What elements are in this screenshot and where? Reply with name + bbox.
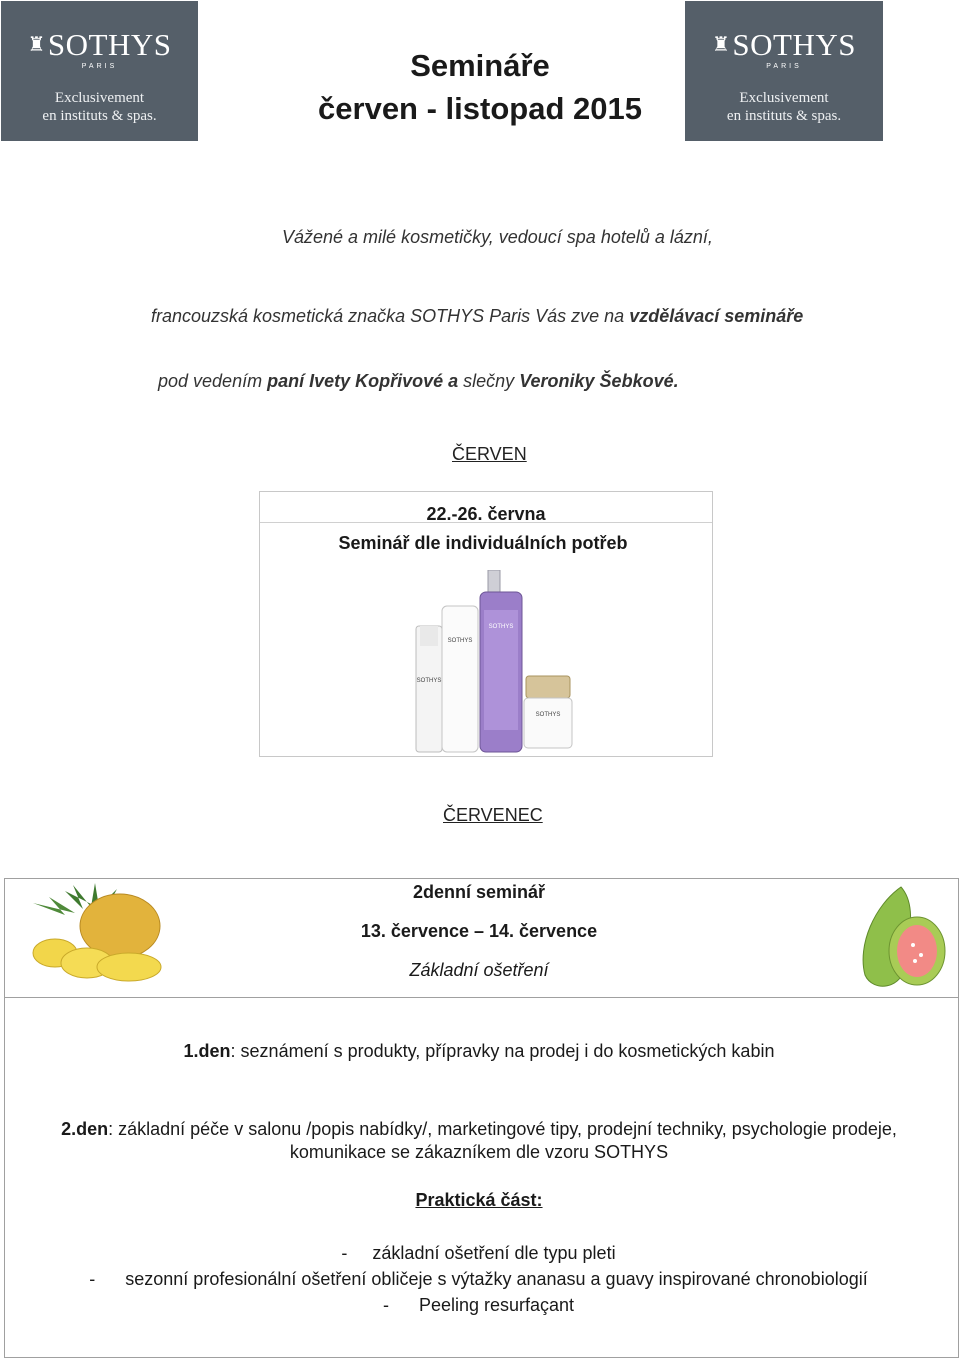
svg-text:SOTHYS: SOTHYS [535, 712, 561, 718]
month-heading-july: ČERVENEC [443, 805, 543, 825]
logo-emblem-icon: ♜ [27, 34, 46, 56]
box-divider [5, 997, 958, 998]
logo-brand-text: ♜SOTHYS [27, 27, 172, 62]
logo-city: PARIS [81, 63, 118, 70]
month-heading-june: ČERVEN [452, 444, 527, 464]
june-seminar-box [259, 491, 713, 757]
svg-text:SOTHYS: SOTHYS [447, 638, 473, 644]
page-title [230, 44, 730, 130]
day2-description: 2.den: základní péče v salonu /popis nabídky/, marketingové tipy, prodejní techniky, psychologie prodeje, komunikace se zákazníkem dle vzoru SOTHYS [61, 1119, 897, 1162]
logo-tagline: Exclusivement en instituts & spas. [42, 90, 157, 124]
june-date: 22.-26. června [426, 504, 546, 524]
title-line-2: červen - listopad 2015 [318, 91, 642, 126]
day1-description: 1.den: seznámení s produkty, přípravky na prodej i do kosmetických kabin [183, 1041, 775, 1061]
july-seminar-box [4, 878, 959, 1358]
svg-text:SOTHYS: SOTHYS [488, 624, 514, 630]
logo-emblem-icon: ♜ [711, 34, 731, 56]
logo-tagline: Exclusivement en instituts & spas. [726, 90, 842, 124]
july-seminar-type: 2denní seminář [412, 882, 546, 902]
day2-label: 2.den [61, 1119, 109, 1139]
practical-heading: Praktická část: [415, 1190, 543, 1210]
svg-text:SOTHYS: SOTHYS [416, 678, 442, 684]
july-topic: Základní ošetření [409, 960, 549, 980]
practical-item: - sezonní profesionální ošetření obličeje s výtažky ananasu a guavy inspirované chronobiologií [89, 1269, 868, 1289]
greeting: Vážené a milé kosmetičky, vedoucí spa hotelů a lázní, [282, 227, 713, 247]
practical-item: - základní ošetření dle typu pleti [341, 1243, 616, 1263]
sothys-logo-left [1, 1, 198, 141]
invitation-line: francouzská kosmetická značka SOTHYS Paris Vás zve na vzdělávací semináře [151, 306, 804, 326]
day1-label: 1.den [183, 1041, 231, 1061]
product-bottles-image [408, 570, 578, 754]
practical-item: - Peeling resurfaçant [382, 1295, 575, 1315]
june-seminar-name: Seminář dle individuálních potřeb [338, 533, 628, 553]
title-line-1: Semináře [410, 48, 550, 83]
logo-city: PARIS [766, 63, 802, 70]
july-date: 13. července – 14. července [360, 921, 598, 941]
lecturers-line: pod vedením paní Ivety Kopřivové a slečny Veroniky Šebkové. [158, 371, 679, 391]
logo-brand-text: ♜SOTHYS [711, 27, 857, 62]
